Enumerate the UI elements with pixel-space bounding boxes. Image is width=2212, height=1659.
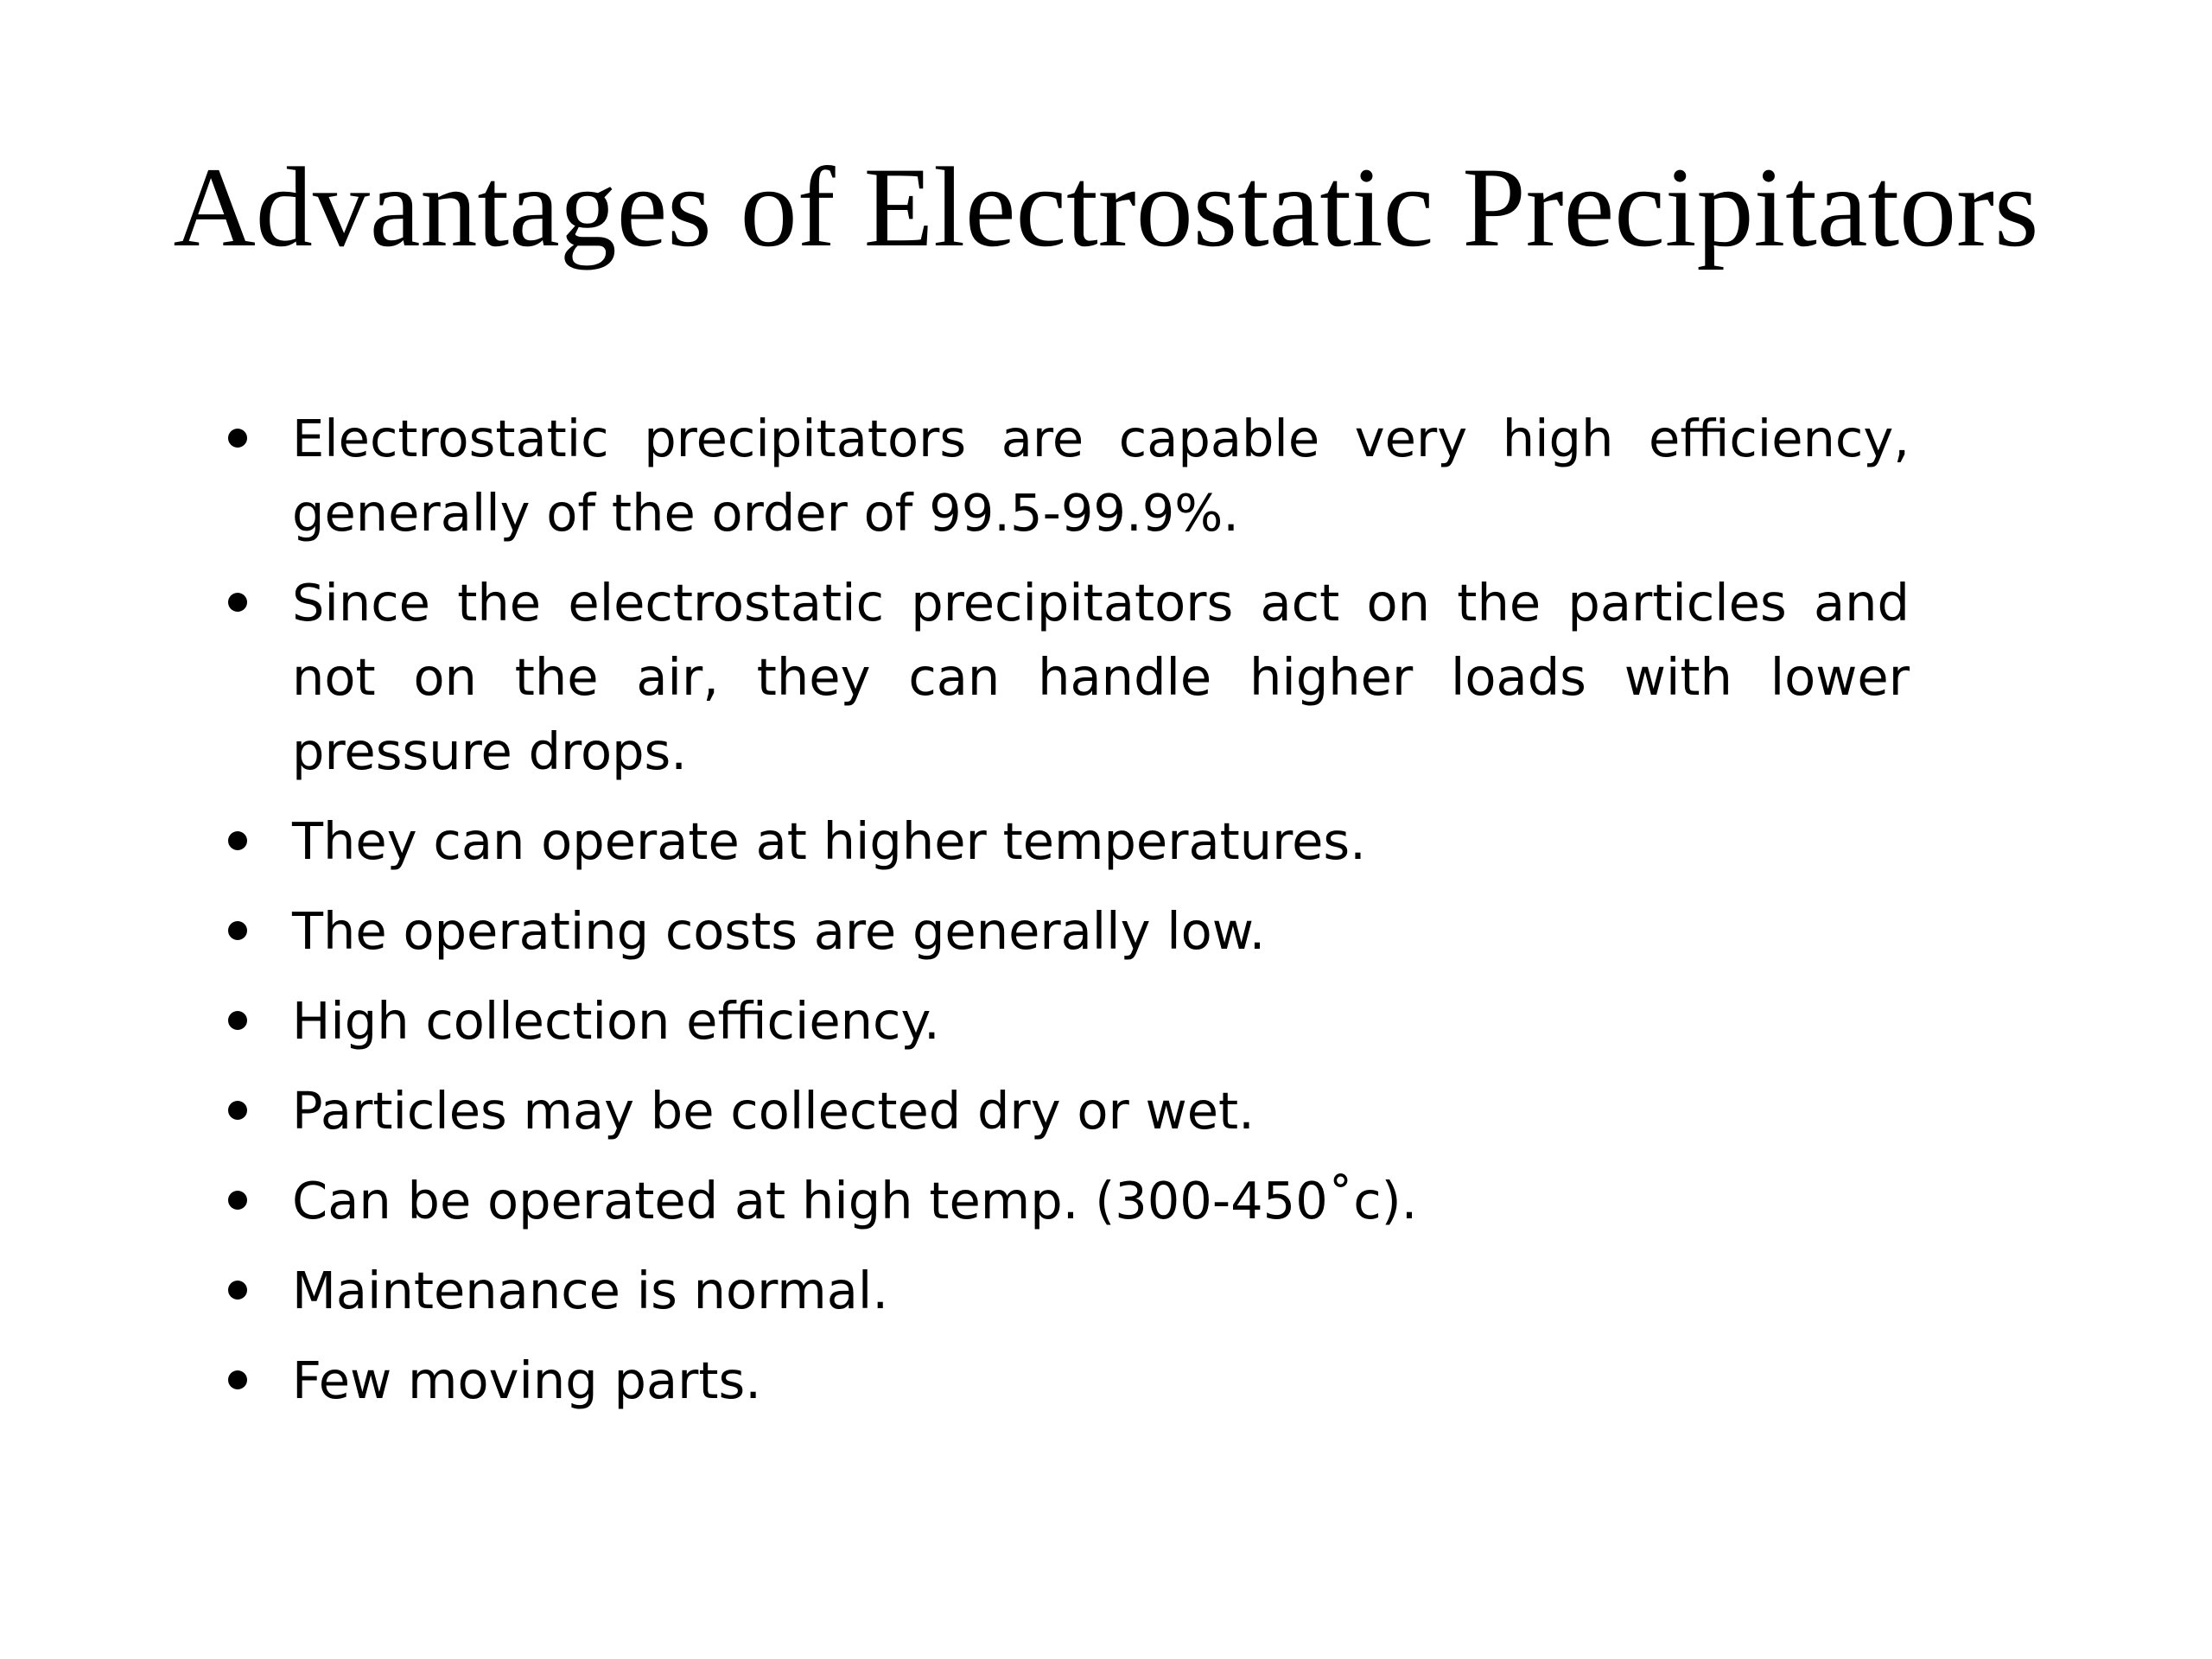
bullet-item bbox=[207, 402, 1910, 550]
bullet-item bbox=[207, 1254, 1910, 1328]
bullet-text: Since the electrostatic precipitators act on the particles and not on the air, they can handle higher loads with lower pressure drops. bbox=[292, 573, 1910, 781]
bullet-text: Particles may be collected dry or wet. bbox=[292, 1081, 1255, 1141]
slide-title: Advantages of Electrostatic Precipitators bbox=[173, 143, 2039, 270]
bullet-text: The operating costs are generally low. bbox=[292, 901, 1266, 961]
bullet-dot-icon bbox=[228, 429, 247, 448]
bullet-text: Few moving parts. bbox=[292, 1351, 761, 1410]
bullet-dot-icon bbox=[228, 1191, 247, 1210]
bullet-dot-icon bbox=[228, 831, 247, 850]
bullet-item bbox=[207, 1164, 1910, 1238]
bullet-text: High collection efficiency. bbox=[292, 991, 940, 1051]
bullet-item bbox=[207, 1074, 1910, 1148]
bullet-item bbox=[207, 566, 1910, 789]
bullet-dot-icon bbox=[228, 1101, 247, 1120]
bullet-list bbox=[207, 402, 1910, 1433]
bullet-item bbox=[207, 1344, 1910, 1418]
bullet-item bbox=[207, 804, 1910, 879]
bullet-text: Can be operated at high temp. (300-450˚c). bbox=[292, 1171, 1418, 1230]
bullet-text: Maintenance is normal. bbox=[292, 1261, 889, 1320]
bullet-dot-icon bbox=[228, 593, 247, 612]
bullet-item bbox=[207, 894, 1910, 969]
bullet-dot-icon bbox=[228, 1011, 247, 1030]
bullet-dot-icon bbox=[228, 1370, 247, 1389]
bullet-dot-icon bbox=[228, 1281, 247, 1300]
bullet-dot-icon bbox=[228, 921, 247, 940]
bullet-text: Electrostatic precipitators are capable very high efficiency, generally of the order of 99.5-99.9%. bbox=[292, 409, 1910, 543]
bullet-item bbox=[207, 984, 1910, 1058]
bullet-text: They can operate at higher temperatures. bbox=[292, 811, 1366, 871]
